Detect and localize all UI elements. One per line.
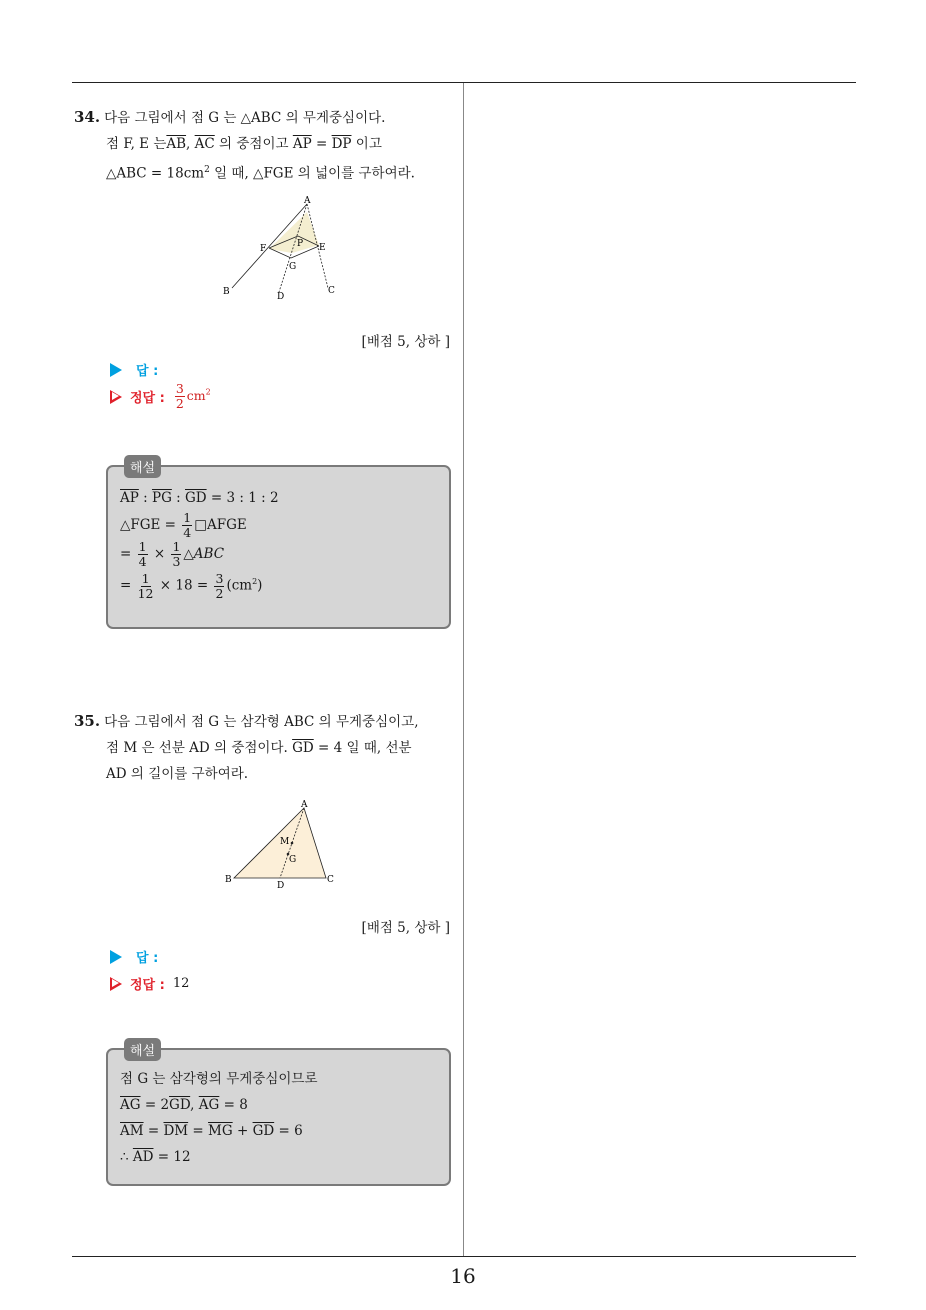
problem-number: 34. [74, 108, 101, 126]
label-E: E [319, 243, 326, 253]
solution-tab: 해설 [124, 1038, 161, 1061]
figure-34 [215, 192, 345, 304]
solution-line: △FGE = $\frac{1}{4}$ □AFGE [120, 510, 247, 540]
solution-tab: 해설 [124, 455, 161, 478]
column-divider [463, 83, 464, 1257]
problem-35-statement [74, 708, 458, 787]
problem-number: 35. [74, 712, 101, 730]
label-A: A [304, 196, 311, 206]
label-G: G [289, 262, 297, 272]
correct-answer-value: 12 [172, 976, 190, 991]
play-icon [110, 363, 122, 377]
statement-line: AD 의 길이를 구하여라. [106, 766, 249, 782]
label-D: D [277, 881, 285, 891]
problem-34-statement [74, 104, 458, 187]
solution-line: = $\frac{1}{12}$ × 18 = $\frac{3}{2}$ $(cm^2)$ [120, 570, 263, 601]
label-C: C [327, 875, 334, 885]
answer-row [110, 360, 158, 379]
statement-line: 점 M 은 선분 AD 의 중점이다. $\overline{GD} = 4$ 일 때, 선분 [106, 740, 412, 756]
label-A: A [301, 800, 308, 810]
answer-label: 답 : [136, 951, 159, 966]
statement-line: △ABC = $18cm^2$ 일 때, △FGE 의 넓이를 구하여라. [106, 165, 415, 182]
statement-line: 다음 그림에서 점 G 는 △ABC 의 무게중심이다. [104, 110, 386, 126]
answer-row [110, 947, 158, 966]
problem-35 [74, 708, 458, 787]
solution-line: = $\frac{1}{4}$ × $\frac{1}{3}$ △ABC [120, 539, 225, 569]
triangle-outline-icon [110, 977, 122, 991]
correct-answer-row [110, 974, 189, 993]
bottom-rule [72, 1256, 856, 1257]
solution-line: ∴ $\overline{AD} = 12$ [120, 1149, 191, 1165]
answer-label: 답 : [136, 364, 159, 379]
statement-line: 다음 그림에서 점 G 는 삼각형 ABC 의 무게중심이고, [104, 714, 419, 730]
label-P: P [297, 239, 304, 249]
solution-line: $\overline{AM} = \overline{DM} = \overline{MG} + \overline{GD} = 6$ [120, 1123, 303, 1139]
statement-line: 점 F, E 는$\overline{AB}$, $\overline{AC}$ 의 중점이고 $\overline{AP} = \overline{DP}$ 이고 [106, 136, 382, 152]
problem-34-meta [74, 330, 458, 650]
score-label: [배점 5, 상하 ] [361, 920, 450, 936]
correct-answer-value: $\frac{3}{2}$ $cm^2$ [175, 381, 211, 411]
solution-line: $\overline{AP}$ : $\overline{PG}$ : $\overline{GD} = 3$ : 1 : 2 [120, 490, 279, 506]
figure-35 [222, 798, 342, 892]
label-B: B [223, 287, 230, 297]
label-G: G [289, 855, 297, 865]
solution-box-35 [106, 1044, 451, 1186]
label-D: D [277, 292, 285, 302]
top-rule [72, 82, 856, 83]
triangle-outline-icon [110, 390, 122, 404]
label-F: F [260, 244, 267, 254]
solution-box-34 [106, 461, 451, 629]
page-number: 16 [450, 1264, 476, 1288]
score-label: [배점 5, 상하 ] [361, 334, 450, 350]
label-M: M [280, 837, 290, 847]
problem-35-meta [74, 916, 458, 1216]
label-B: B [225, 875, 232, 885]
correct-answer-label: 정답 : [130, 978, 165, 993]
correct-answer-row [110, 382, 211, 411]
correct-answer-label: 정답 : [130, 391, 165, 406]
solution-line: $\overline{AG} = 2\overline{GD}$, $\overline{AG} = 8$ [120, 1097, 248, 1113]
solution-line: 점 G 는 삼각형의 무게중심이므로 [120, 1071, 318, 1087]
problem-34 [74, 104, 458, 187]
label-C: C [328, 286, 335, 296]
play-icon [110, 950, 122, 964]
